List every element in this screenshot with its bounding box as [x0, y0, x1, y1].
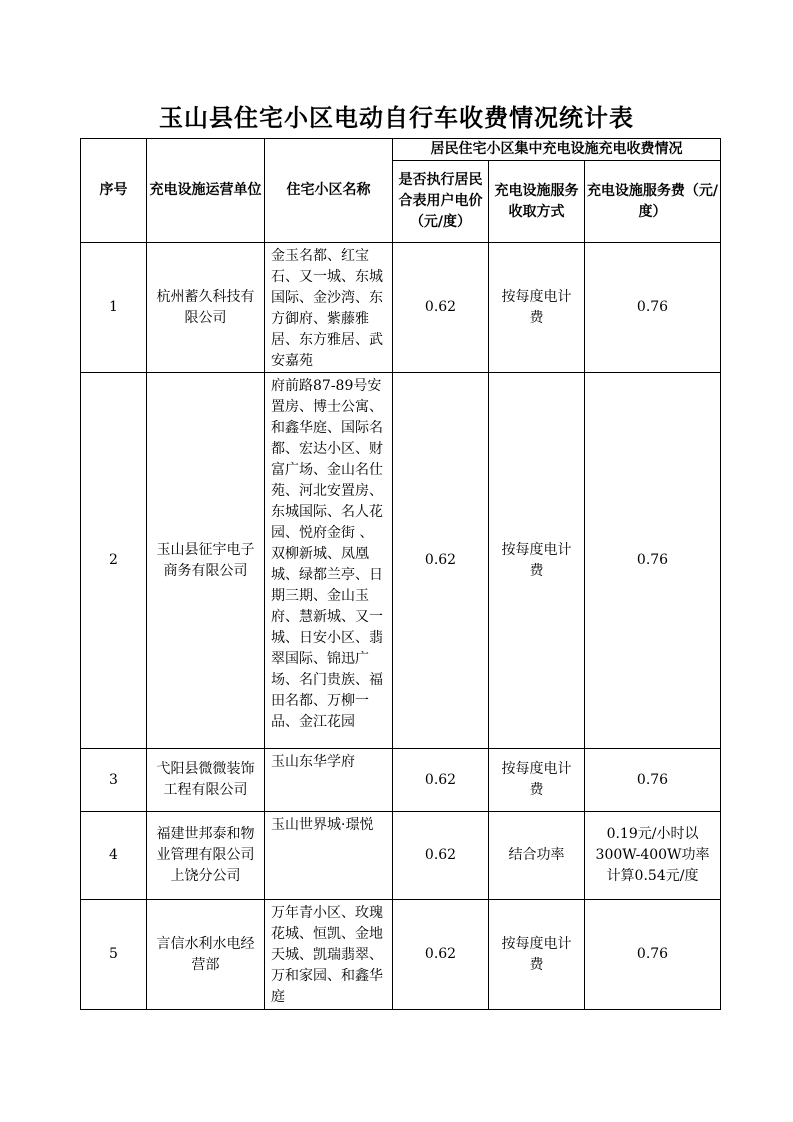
cell-method: 结合功率 [489, 812, 585, 900]
cell-fee: 0.19元/小时以300W-400W功率计算0.54元/度 [585, 812, 721, 900]
cell-community: 玉山世界城·璟悦 [265, 812, 393, 900]
cell-operator: 福建世邦泰和物业管理有限公司上饶分公司 [147, 812, 265, 900]
cell-seq: 5 [81, 900, 147, 1010]
cell-price: 0.62 [393, 900, 489, 1010]
cell-seq: 3 [81, 749, 147, 812]
cell-method: 按每度电计费 [489, 749, 585, 812]
cell-seq: 2 [81, 373, 147, 749]
cell-community: 府前路87-89号安置房、博士公寓、和鑫华庭、国际名都、宏达小区、财富广场、金山名仕苑、河北安置房、东城国际、名人花园、悦府金街 、双柳新城、凤凰城、绿都兰亭、日期三期、金山玉府、慧新城、又一城、日安小区、翡翠国际、锦迅广场、名门贵族、福田名都、万柳一品、金江花园 [265, 373, 393, 749]
cell-fee: 0.76 [585, 900, 721, 1010]
cell-fee: 0.76 [585, 373, 721, 749]
header-seq: 序号 [81, 139, 147, 243]
cell-price: 0.62 [393, 373, 489, 749]
table-row [81, 749, 721, 812]
table-row [81, 243, 721, 373]
cell-community: 万年青小区、玫瑰花城、恒凯、金地天城、凯瑞翡翠、万和家园、和鑫华庭 [265, 900, 393, 1010]
header-operator: 充电设施运营单位 [147, 139, 265, 243]
header-fee: 充电设施服务费（元/度） [585, 161, 721, 243]
table-row [81, 900, 721, 1010]
cell-seq: 4 [81, 812, 147, 900]
cell-community: 玉山东华学府 [265, 749, 393, 812]
cell-operator: 杭州蓄久科技有限公司 [147, 243, 265, 373]
cell-operator: 玉山县征宇电子商务有限公司 [147, 373, 265, 749]
cell-price: 0.62 [393, 243, 489, 373]
cell-community: 金玉名都、红宝石、又一城、东城国际、金沙湾、东方御府、紫藤雅居、东方雅居、武安嘉苑 [265, 243, 393, 373]
header-method: 充电设施服务收取方式 [489, 161, 585, 243]
cell-method: 按每度电计费 [489, 373, 585, 749]
cell-fee: 0.76 [585, 243, 721, 373]
page-title: 玉山县住宅小区电动自行车收费情况统计表 [159, 104, 634, 132]
table-row [81, 373, 721, 749]
cell-price: 0.62 [393, 749, 489, 812]
cell-method: 按每度电计费 [489, 243, 585, 373]
header-price-policy: 是否执行居民合表用户电价（元/度） [393, 161, 489, 243]
header-community: 住宅小区名称 [265, 139, 393, 243]
cell-price: 0.62 [393, 812, 489, 900]
cell-fee: 0.76 [585, 749, 721, 812]
cell-operator: 言信水利水电经营部 [147, 900, 265, 1010]
cell-operator: 弋阳县微微装饰工程有限公司 [147, 749, 265, 812]
table-row [81, 812, 721, 900]
charging-fee-table [80, 138, 721, 1010]
header-group: 居民住宅小区集中充电设施充电收费情况 [393, 139, 721, 161]
cell-method: 按每度电计费 [489, 900, 585, 1010]
cell-seq: 1 [81, 243, 147, 373]
